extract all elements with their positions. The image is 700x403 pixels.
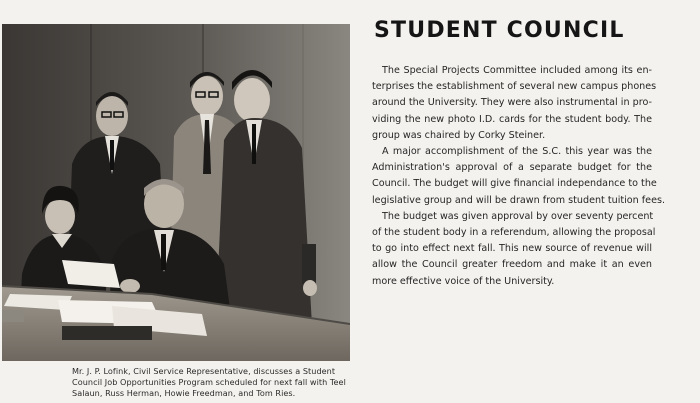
article-body <box>372 63 666 290</box>
text-line: The budget was given approval by over seventy percent <box>382 210 654 222</box>
text-line: Council. The budget will give financial independance to the <box>372 178 657 190</box>
group-photo <box>2 24 350 361</box>
photo-caption <box>72 366 362 399</box>
caption-line: Mr. J. P. Lofink, Civil Service Representative, discusses a Student <box>72 366 336 376</box>
text-line: Administration's approval of a separate budget for the <box>372 162 652 174</box>
text-line: group was chaired by Corky Steiner. <box>372 129 546 141</box>
paragraph <box>372 144 666 209</box>
text-line: terprises the establishment of several new campus phones <box>372 81 657 93</box>
text-line: allow the Council greater freedom and make it an even <box>372 259 652 271</box>
text-line: more effective voice of the University. <box>372 275 555 287</box>
caption-line: Council Job Opportunities Program scheduled for next fall with Teel <box>72 377 346 387</box>
text-line: viding the new photo I.D. cards for the student body. The <box>372 113 652 125</box>
paragraph <box>372 63 657 144</box>
text-line: to go into effect next fall. This new source of revenue will <box>372 243 652 255</box>
text-line: legislative group and will be drawn from student tuition fees. <box>372 194 666 206</box>
page-title: STUDENT COUNCIL <box>374 18 625 43</box>
text-line: The Special Projects Committee included among its en- <box>382 65 652 76</box>
text-line: around the University. They were also instrumental in pro- <box>372 97 652 109</box>
text-line: of the student body in a referendum, allowing the proposal <box>372 227 656 239</box>
caption-line: Salaun, Russ Herman, Howie Freedman, and Tom Ries. <box>72 388 296 398</box>
text-line: A major accomplishment of the S.C. this year was the <box>382 146 652 158</box>
paragraph <box>372 209 656 290</box>
